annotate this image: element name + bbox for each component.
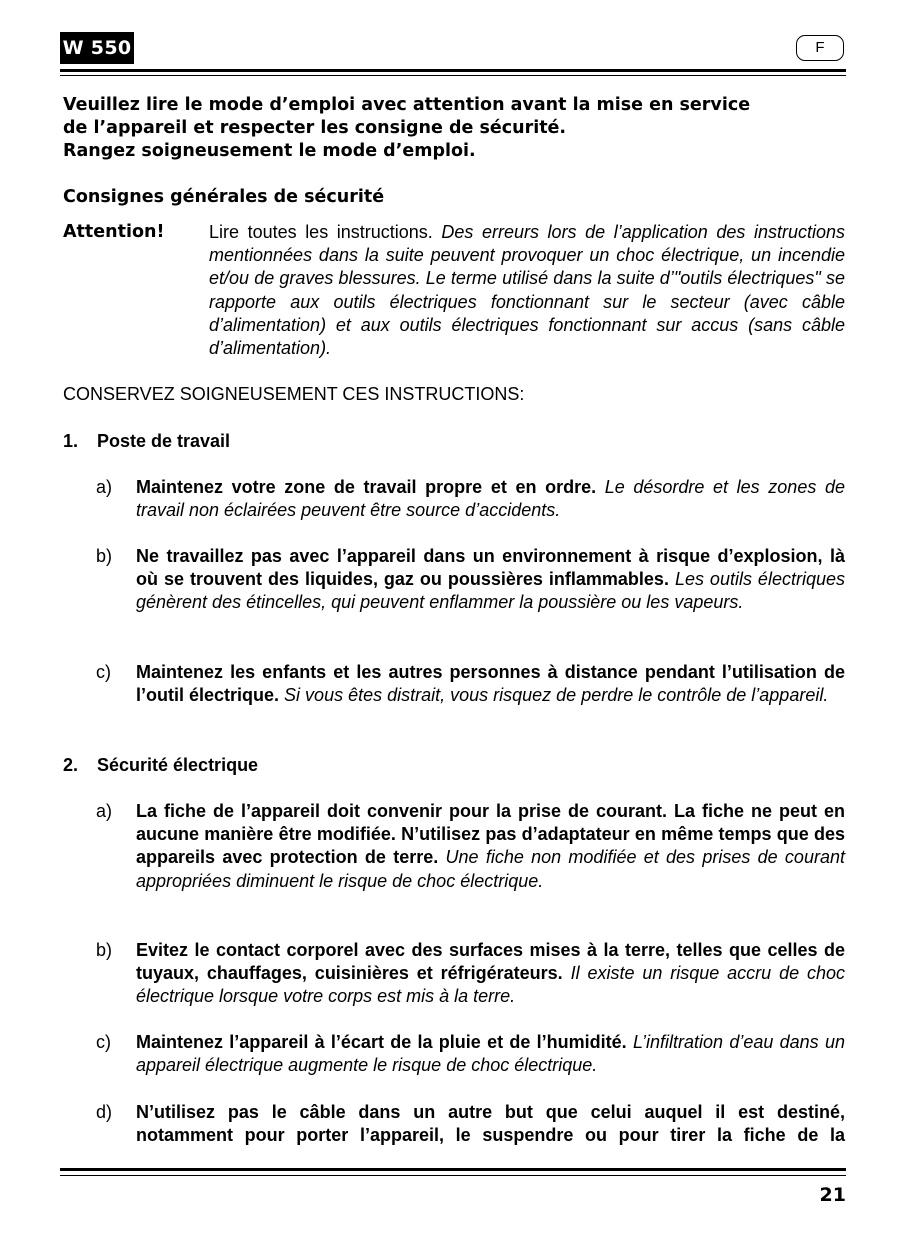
model-badge: W 550: [60, 32, 134, 64]
footer-rule-thick: [60, 1168, 846, 1171]
list-item: [136, 939, 845, 1009]
item-letter: a): [96, 477, 113, 497]
item-italic: L’infiltration d’eau dans un appareil électrique augmente le risque de choc électrique.: [136, 1032, 845, 1076]
attention-lead: Lire toutes les instructions.: [209, 222, 433, 242]
page-number: 21: [819, 1184, 846, 1206]
item-italic: Une fiche non modifiée et des prises de courant appropriées diminuent le risque de choc électrique.: [136, 847, 845, 891]
item-bold: Evitez le contact corporel avec des surfaces mises à la terre, telles que celles de tuyaux, chauffages, cuisinières et réfrigérateurs.: [136, 940, 845, 984]
intro-line: de l’appareil et respecter les consigne de sécurité.: [63, 118, 567, 138]
list-item: [136, 476, 845, 522]
item-bold: Maintenez l’appareil à l’écart de la pluie et de l’humidité.: [136, 1032, 627, 1052]
attention-text: [209, 221, 845, 360]
item-letter: b): [96, 546, 113, 566]
list-item: [136, 545, 845, 615]
attention-label: Attention!: [63, 222, 165, 242]
item-italic: Si vous êtes distrait, vous risquez de perdre le contrôle de l’appareil.: [284, 685, 829, 706]
section-number: 2.: [63, 755, 79, 775]
item-italic: Le désordre et les zones de travail non éclairées peuvent être source d’accidents.: [136, 477, 845, 521]
item-letter: c): [96, 1032, 111, 1052]
conserve-instructions: CONSERVEZ SOIGNEUSEMENT CES INSTRUCTIONS:: [63, 384, 525, 404]
item-letter: d): [96, 1102, 113, 1122]
item-letter: b): [96, 940, 113, 960]
item-letter: c): [96, 662, 111, 682]
header-rule-thick: [60, 69, 846, 72]
header-rule-thin: [60, 75, 846, 76]
intro-notice: [63, 94, 853, 163]
intro-line: Rangez soigneusement le mode d’emploi.: [63, 141, 476, 161]
intro-line: Veuillez lire le mode d’emploi avec attention avant la mise en service: [63, 95, 751, 115]
item-bold: N’utilisez pas le câble dans un autre but que celui auquel il est destiné, notamment pour porter l’appareil, le suspendre ou pour tirer la fiche de la: [136, 1102, 845, 1146]
general-safety-heading: Consignes générales de sécurité: [63, 187, 385, 207]
footer-rule-thin: [60, 1175, 846, 1176]
section-number: 1.: [63, 431, 79, 451]
item-letter: a): [96, 801, 113, 821]
item-bold: Ne travaillez pas avec l’appareil dans un environnement à risque d’explosion, là où se trouvent des liquides, gaz ou poussières inflammables.: [136, 546, 845, 590]
item-bold: Maintenez les enfants et les autres personnes à distance pendant l’utilisation de l’outil électrique.: [136, 662, 845, 706]
attention-italic: Des erreurs lors de l’application des instructions mentionnées dans la suite peuvent provoquer un choc électrique, un incendie et/ou de graves blessures. Le terme utilisé dans la suite d’"outils électriques" se rapporte aux outils électriques fonctionnant sur le secteur (avec câble d’alimentation) et aux outils électriques fonctionnant sur accus (sans câble d’alimentation).: [209, 222, 845, 359]
list-item: [136, 661, 845, 707]
item-italic: Il existe un risque accru de choc électrique lorsque votre corps est mis à la terre.: [136, 963, 845, 1007]
language-badge: F: [796, 35, 844, 61]
item-italic: Les outils électriques génèrent des étincelles, qui peuvent enflammer la poussière ou les vapeurs.: [136, 569, 845, 613]
list-item: [136, 1101, 845, 1147]
item-bold: Maintenez votre zone de travail propre et en ordre.: [136, 477, 597, 497]
list-item: [136, 800, 845, 893]
section-title: Sécurité électrique: [97, 755, 259, 775]
section-title: Poste de travail: [97, 431, 231, 451]
item-bold: La fiche de l’appareil doit convenir pour la prise de courant. La fiche ne peut en aucune manière être modifiée. N’utilisez pas d’adaptateur en même temps que des appareils avec protection de terre.: [136, 801, 845, 868]
list-item: [136, 1031, 845, 1077]
